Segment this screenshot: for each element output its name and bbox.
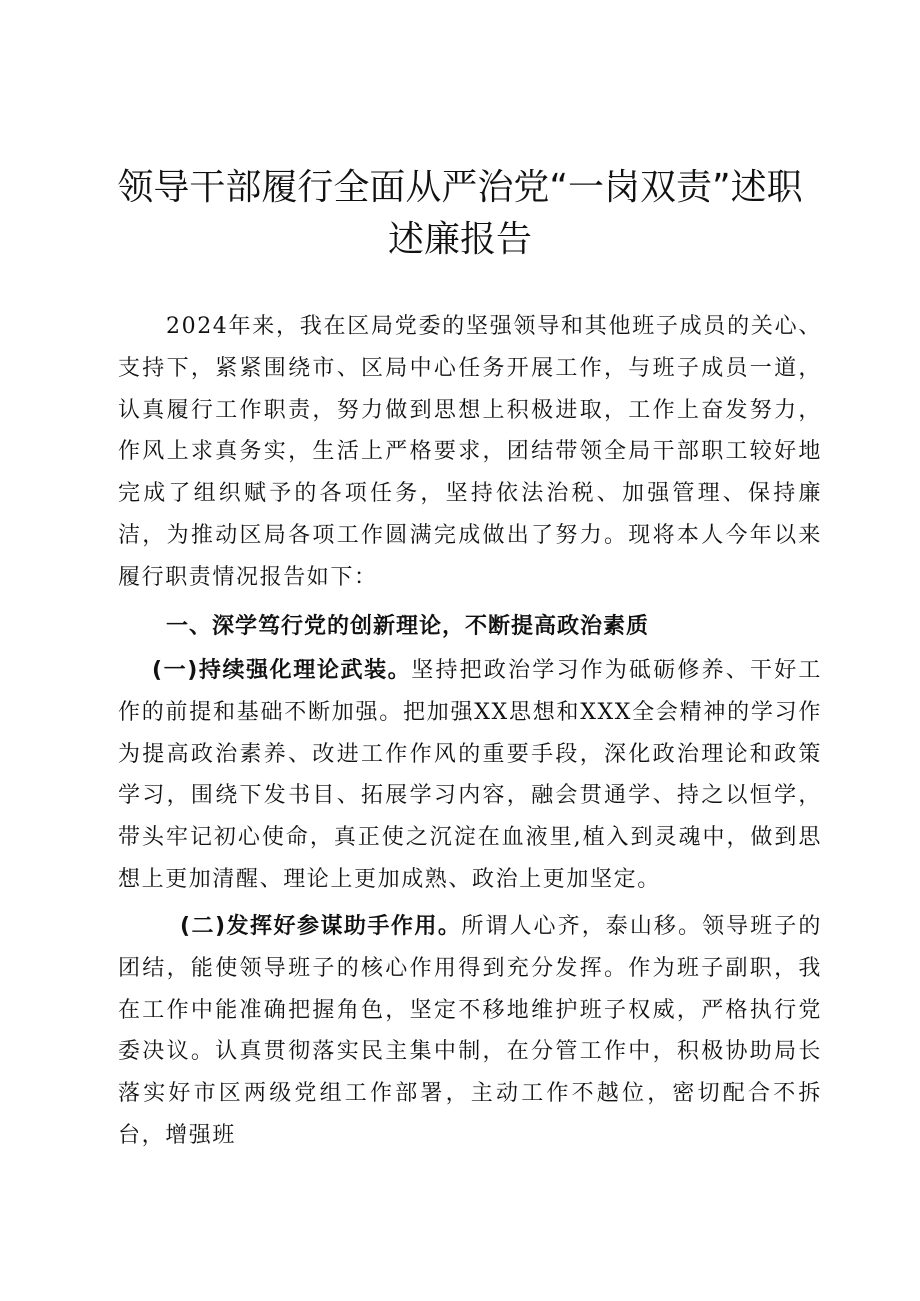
- subsection-2-text: 所谓人心齐，泰山移。领导班子的团结，能使领导班子的核心作用得到充分发挥。作为班子副职，我在工作中能准确把握角色，坚定不移地维护班子权威，严格执行党委决议。认真贯彻落实民主集中制，在分管工作中，积极协助局长落实好市区两级党组工作部署，主动工作不越位，密切配合不拆台，增强班: [118, 914, 822, 1148]
- subsection-2-paragraph: [118, 906, 822, 1157]
- document-title: 领导干部履行全面从严治党“一岗双责”述职述廉报告: [117, 167, 803, 260]
- subsection-1-paragraph: [118, 650, 822, 901]
- subsection-2-lead: (二)发挥好参谋助手作用。: [180, 914, 462, 939]
- intro-paragraph: 2024年来，我在区局党委的坚强领导和其他班子成员的关心、支持下，紧紧围绕市、区局中心任务开展工作，与班子成员一道，认真履行工作职责，努力做到思想上积极进取，工作上奋发努力，作风上求真务实，生活上严格要求，团结带领全局干部职工较好地完成了组织赋予的各项任务，坚持依法治税、加强管理、保持廉洁，为推动区局各项工作圆满完成做出了努力。现将本人今年以来履行职责情况报告如下：: [118, 314, 822, 590]
- subsection-1-text: 坚持把政治学习作为砥砺修养、干好工作的前提和基础不断加强。把加强XX思想和XXX全会精神的学习作为提高政治素养、改进工作作风的重要手段，深化政治理论和政策学习，围绕下发书目、拓展学习内容，融会贯通学、持之以恒学，带头牢记初心使命，真正使之沉淀在血液里,植入到灵魂中，做到思想上更加清醒、理论上更加成熟、政治上更加坚定。: [118, 658, 822, 892]
- section-1-heading: 一、深学笃行党的创新理论，不断提高政治素质: [166, 614, 650, 639]
- subsection-1-lead: (一)持续强化理论武装。: [152, 658, 412, 683]
